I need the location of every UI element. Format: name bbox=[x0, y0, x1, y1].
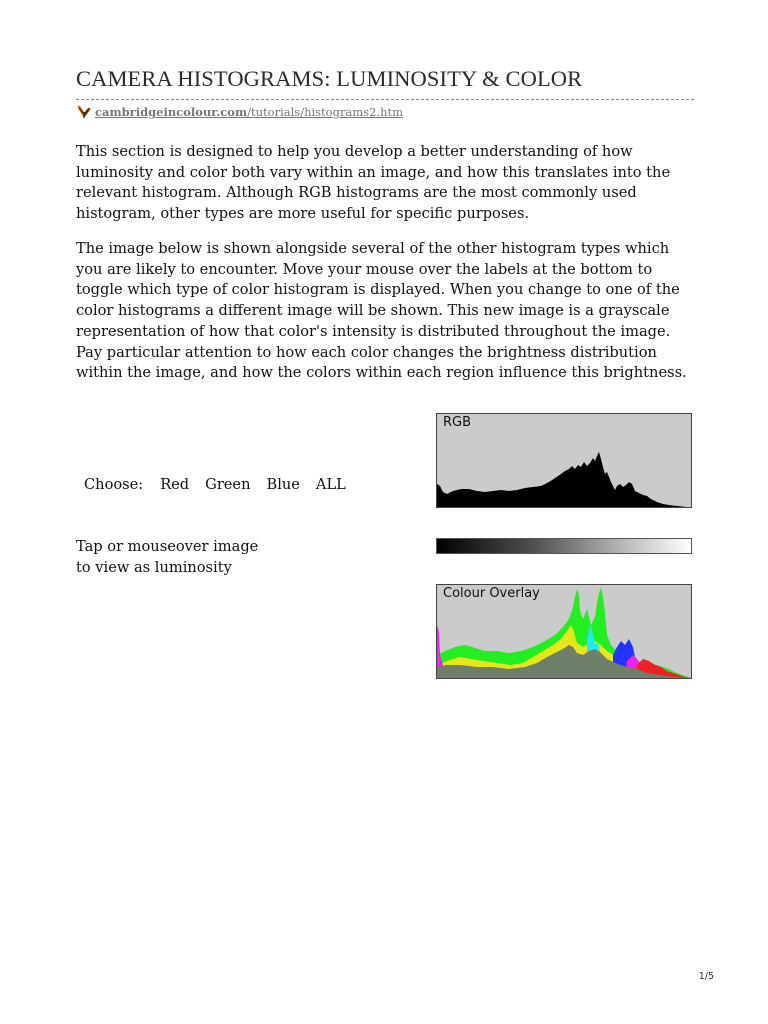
intro-paragraph: This section is designed to help you develop a better understanding of how luminosity and color both vary within an image, and how this translates into the relevant histogram. Although RGB histograms are the most commonly used histogram, other types are more useful for specific purposes. bbox=[76, 143, 671, 223]
rgb-histogram-area bbox=[437, 452, 691, 507]
tap-hint-line1: Tap or mouseover image bbox=[76, 538, 259, 555]
source-line bbox=[76, 104, 403, 120]
page-title: CAMERA HISTOGRAMS: LUMINOSITY & COLOR bbox=[76, 66, 583, 91]
chooser-label: Choose: bbox=[84, 476, 144, 493]
instructions-paragraph: The image below is shown alongside several of the other histogram types which you are likely to encounter. Move your mouse over the labels at the bottom to toggle which type of color histogram is displayed. When you change to one of the color histograms a different image will be shown. This new image is a grayscale representation of how that color's intensity is distributed throughout the image. Pay particular attention to how each color changes the brightness distribution within the image, and how the colors within each region influence this brightness. bbox=[76, 240, 687, 382]
choose-blue-option[interactable]: Blue bbox=[266, 476, 300, 493]
choose-all-option[interactable]: ALL bbox=[315, 476, 346, 493]
title-divider bbox=[76, 99, 694, 100]
source-path: /tutorials/histograms2.htm bbox=[247, 105, 404, 119]
histogram-chooser bbox=[84, 476, 362, 493]
colour-overlay-label: Colour Overlay bbox=[443, 586, 540, 601]
source-link[interactable] bbox=[95, 105, 403, 119]
choose-green-option[interactable]: Green bbox=[205, 476, 251, 493]
rgb-histogram[interactable] bbox=[436, 413, 692, 508]
rgb-histogram-label: RGB bbox=[443, 415, 472, 430]
page-number: 1/5 bbox=[698, 971, 714, 982]
colour-overlay-histogram[interactable] bbox=[436, 584, 692, 679]
choose-red-option[interactable]: Red bbox=[160, 476, 190, 493]
butterfly-favicon-icon bbox=[76, 104, 92, 120]
luminosity-gradient-bar bbox=[436, 538, 692, 554]
tap-hint-line2: to view as luminosity bbox=[76, 558, 232, 576]
tap-hint bbox=[76, 537, 258, 578]
source-domain: cambridgeincolour.com bbox=[95, 105, 248, 119]
rgb-histogram-graphic bbox=[437, 414, 691, 507]
